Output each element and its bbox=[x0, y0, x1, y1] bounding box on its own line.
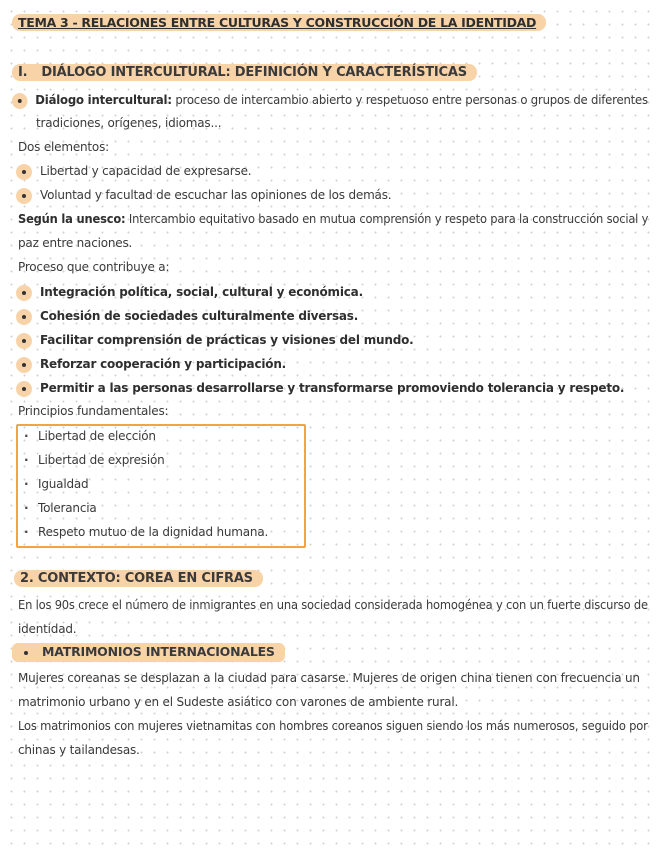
matrimonios-para2: Los matrimonios con mujeres vietnamitas con hombres coreanos siguen siendo los más numerosos, seguido por bbox=[18, 719, 648, 733]
principle-text: Igualdad bbox=[38, 477, 89, 491]
matrimonios-title: MATRIMONIOS INTERNACIONALES bbox=[42, 644, 275, 659]
contribution-text: Cohesión de sociedades culturalmente diversas. bbox=[40, 309, 359, 323]
element-item bbox=[16, 163, 251, 180]
matrimonios-para2-2: chinas y tailandesas. bbox=[18, 743, 140, 757]
principle-text: Libertad de expresión bbox=[38, 453, 165, 467]
section1-heading bbox=[12, 64, 477, 81]
bullet-icon bbox=[12, 93, 28, 109]
unesco-line bbox=[18, 211, 648, 228]
definition-line-2: tradiciones, orígenes, idiomas... bbox=[36, 116, 222, 130]
principle-item: · Respeto mutuo de la dignidad humana. bbox=[24, 525, 269, 539]
bullet-icon bbox=[16, 357, 32, 373]
principle-item: · Libertad de expresión bbox=[24, 453, 165, 467]
bullet-icon bbox=[16, 164, 32, 180]
element-text: Voluntad y facultad de escuchar las opiniones de los demás. bbox=[40, 188, 392, 202]
bullet-icon bbox=[16, 188, 32, 204]
matrimonios-para1-2: matrimonio urbano y en el Sudeste asiático con varones de ambiente rural. bbox=[18, 695, 459, 709]
principle-item: · Igualdad bbox=[24, 477, 89, 491]
contribution-item bbox=[16, 332, 414, 349]
bullet-icon bbox=[16, 333, 32, 349]
bullet-icon bbox=[16, 285, 32, 301]
section1-number: I. bbox=[18, 65, 28, 80]
proceso-label: Proceso que contribuye a: bbox=[18, 260, 170, 274]
principle-item: · Tolerancia bbox=[24, 501, 97, 515]
matrimonios-para1: Mujeres coreanas se desplazan a la ciudad para casarse. Mujeres de origen china tienen con frecuencia un bbox=[18, 671, 640, 685]
title-highlight: TEMA 3 - RELACIONES ENTRE CULTURAS Y CONSTRUCCIÓN DE LA IDENTIDAD bbox=[12, 14, 546, 31]
contribution-item bbox=[16, 308, 358, 325]
contribution-item bbox=[16, 284, 363, 301]
bullet-icon bbox=[18, 645, 34, 661]
principle-text: Tolerancia bbox=[38, 501, 97, 515]
unesco-line-2: paz entre naciones. bbox=[18, 236, 133, 250]
definition-text: proceso de intercambio abierto y respetuoso entre personas o grupos de diferentes bbox=[171, 93, 648, 107]
contribution-item bbox=[16, 356, 286, 373]
section1-title: DIÁLOGO INTERCULTURAL: DEFINICIÓN Y CARACTERÍSTICAS bbox=[41, 65, 467, 80]
contribution-item bbox=[16, 380, 624, 397]
element-item bbox=[16, 187, 391, 204]
section2-title: 2. CONTEXTO: COREA EN CIFRAS bbox=[14, 570, 263, 587]
matrimonios-heading bbox=[12, 643, 285, 662]
section2-heading bbox=[14, 570, 263, 587]
contribution-text: Permitir a las personas desarrollarse y transformarse promoviendo tolerancia y respeto. bbox=[40, 381, 625, 395]
definition-term: Diálogo intercultural: bbox=[35, 93, 172, 107]
bullet-icon bbox=[16, 309, 32, 325]
unesco-text: Intercambio equitativo basado en mutua comprensión y respeto para la construcción social y bbox=[125, 212, 649, 226]
definition-line bbox=[12, 92, 648, 109]
page-title bbox=[12, 14, 546, 31]
principios-label: Principios fundamentales: bbox=[18, 404, 169, 418]
dos-elementos-label: Dos elementos: bbox=[18, 140, 109, 154]
principle-text: Respeto mutuo de la dignidad humana. bbox=[38, 525, 269, 539]
contribution-text: Reforzar cooperación y participación. bbox=[40, 357, 287, 371]
bullet-icon bbox=[16, 381, 32, 397]
principles-box bbox=[16, 424, 306, 548]
context-text: En los 90s crece el número de inmigrantes en una sociedad considerada homogénea y con un fuerte discurso de bbox=[18, 598, 648, 612]
principle-text: Libertad de elección bbox=[38, 429, 156, 443]
element-text: Libertad y capacidad de expresarse. bbox=[40, 164, 252, 178]
context-text-2: identidad. bbox=[18, 622, 77, 636]
contribution-text: Facilitar comprensión de prácticas y visiones del mundo. bbox=[40, 333, 414, 347]
contribution-text: Integración política, social, cultural y económica. bbox=[40, 285, 363, 299]
unesco-term: Según la unesco: bbox=[18, 212, 126, 226]
principle-item: · Libertad de elección bbox=[24, 429, 156, 443]
